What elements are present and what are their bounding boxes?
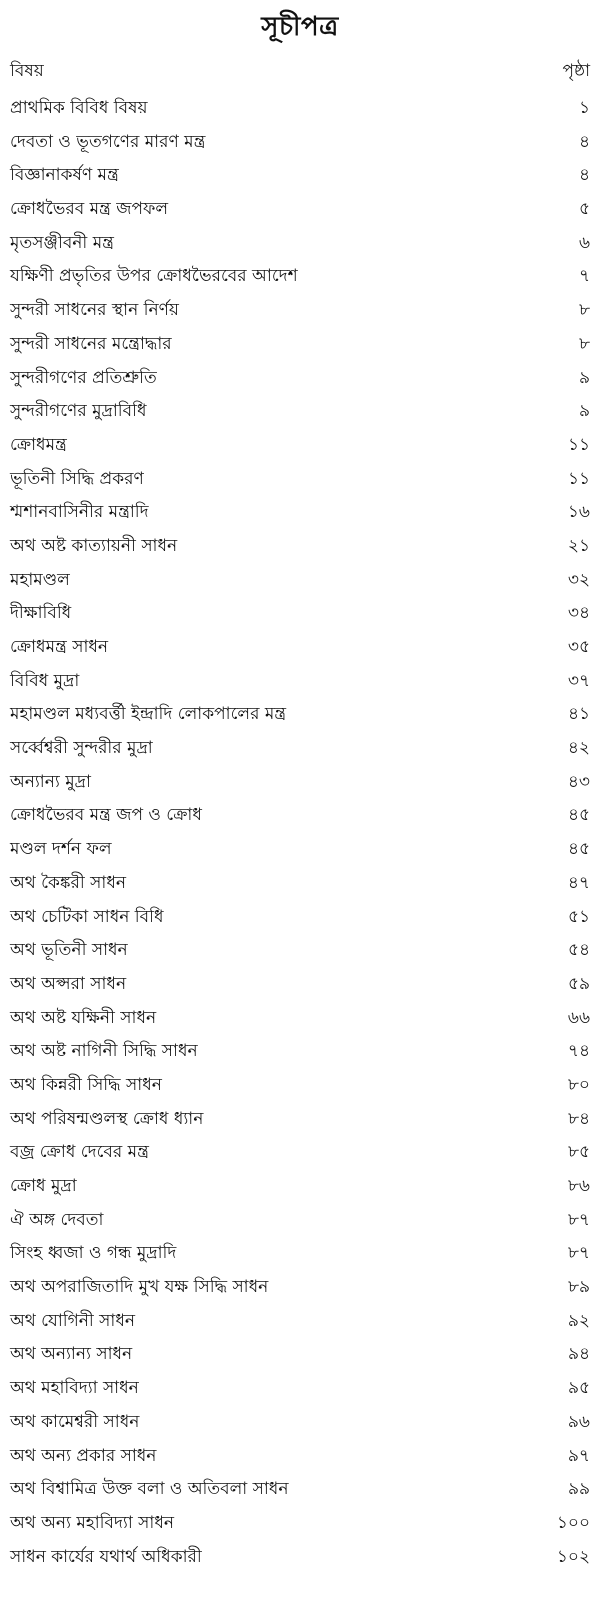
toc-entry (10, 1507, 590, 1541)
toc-entry-page-number: ৮৫ (567, 1142, 590, 1163)
toc-entry (10, 564, 590, 598)
toc-entry (10, 665, 590, 699)
toc-entry-page-number: ৫১ (567, 906, 590, 927)
toc-entry-title: অথ ভূতিনী সাধন (10, 940, 128, 961)
toc-entry-title: অথ যোগিনী সাধন (10, 1310, 136, 1331)
toc-entry (10, 159, 590, 193)
toc-entry (10, 1103, 590, 1137)
toc-entry-page-number: ৮ (578, 333, 590, 354)
toc-entry-title: মহামণ্ডল মধ্যবর্ত্তী ইন্দ্রাদি লোকপালের মন্ত্র (10, 704, 287, 725)
toc-entry-page-number: ৯ (578, 401, 590, 422)
toc-entry-title: অথ অন্যান্য সাধন (10, 1344, 133, 1365)
toc-entry-page-number: ৮৬ (567, 1176, 590, 1196)
toc-entry-page-number: ৪ (578, 131, 590, 152)
toc-entry-title: অথ মহাবিদ্যা সাধন (10, 1378, 139, 1399)
toc-entry-title: অথ অষ্ট নাগিনী সিদ্ধি সাধন (10, 1041, 198, 1062)
toc-entry-page-number: ৪৩ (567, 771, 590, 792)
toc-entry (10, 934, 590, 968)
toc-entry-title: ঐ অঙ্গ দেবতা (10, 1209, 104, 1230)
toc-entry-title: অথ অষ্ট যক্ষিনী সাধন (10, 1007, 157, 1028)
toc-entry (10, 294, 590, 328)
toc-entry-title: প্রাথমিক বিবিধ বিষয় (10, 98, 148, 118)
toc-entry-page-number: ৩৪ (567, 603, 590, 624)
toc-entry-page-number: ৮০ (567, 1074, 590, 1095)
toc-entry (10, 1372, 590, 1406)
toc-entry-page-number: ৪৫ (567, 839, 590, 860)
toc-entry-page-number: ১৬ (567, 502, 590, 523)
toc-entry-title: দীক্ষাবিধি (10, 603, 72, 624)
toc-entry-title: সর্ব্বেশ্বরী সুন্দরীর মুদ্রা (10, 738, 153, 759)
toc-header (10, 58, 590, 88)
toc-entry (10, 395, 590, 429)
toc-entry-page-number: ৪১ (567, 704, 590, 725)
toc-entry (10, 1305, 590, 1339)
subject-column-heading: বিষয় (10, 61, 44, 81)
toc-entry-title: অথ অষ্ট কাত্যায়নী সাধন (10, 535, 178, 556)
toc-entry (10, 1002, 590, 1036)
toc-entry-page-number: ১০০ (556, 1512, 590, 1533)
toc-entry (10, 766, 590, 800)
toc-entry-title: অথ কামেশ্বরী সাধন (10, 1411, 140, 1432)
toc-entry (10, 1440, 590, 1474)
toc-entry (10, 698, 590, 732)
toc-entry (10, 631, 590, 665)
toc-entry-page-number: ৯ (578, 367, 590, 388)
toc-entry-title: অথ পরিষন্মণ্ডলস্থ ক্রোধ ধ্যান (10, 1108, 204, 1129)
toc-entry-page-number: ৬৬ (567, 1007, 590, 1028)
toc-entry-page-number: ৫ (578, 199, 590, 220)
toc-entry-title: সুন্দরী সাধনের মন্ত্রোদ্ধার (10, 333, 172, 354)
page-column-heading: পৃষ্ঠা (562, 61, 590, 81)
toc-entry-title: অথ বিশ্বামিত্র উক্ত বলা ও অতিবলা সাধন (10, 1479, 289, 1500)
toc-entry-page-number: ২১ (567, 535, 590, 556)
toc-entry-page-number: ৪২ (567, 738, 590, 759)
toc-entry-page-number: ৩৭ (567, 670, 590, 691)
toc-entry (10, 1473, 590, 1507)
toc-entry-title: সিংহ ধ্বজা ও গন্ধ মুদ্রাদি (10, 1243, 177, 1264)
toc-entry (10, 597, 590, 631)
toc-entry (10, 901, 590, 935)
toc-entry-page-number: ১১ (567, 434, 590, 455)
toc-entry-title: বজ্র ক্রোধ দেবের মন্ত্র (10, 1142, 149, 1163)
toc-entry-page-number: ৯৫ (567, 1378, 590, 1399)
toc-entry (10, 1237, 590, 1271)
toc-entry (10, 1204, 590, 1238)
toc-entry (10, 530, 590, 564)
toc-entry-page-number: ৯৪ (567, 1344, 590, 1365)
toc-entry-title: ক্রোধমন্ত্র সাধন (10, 637, 109, 657)
toc-entry (10, 833, 590, 867)
toc-entry-page-number: ৮৯ (567, 1277, 590, 1298)
toc-entry (10, 1035, 590, 1069)
toc-entry (10, 260, 590, 294)
toc-entry-page-number: ১ (578, 98, 590, 118)
toc-entry-page-number: ৯৬ (567, 1411, 590, 1432)
toc-entry-title: দেবতা ও ভূতগণের মারণ মন্ত্র (10, 131, 206, 152)
toc-entry-title: সুন্দরীগণের মুদ্রাবিধি (10, 401, 147, 422)
toc-entry-title: যক্ষিণী প্রভৃতির উপর ক্রোধভৈরবের আদেশ (10, 266, 298, 287)
toc-entry-page-number: ৯৭ (567, 1445, 590, 1466)
toc-entry-title: সুন্দরী সাধনের স্থান নির্ণয় (10, 300, 179, 321)
toc-entry-page-number: ৩২ (567, 569, 590, 590)
toc-entry-title: মণ্ডল দর্শন ফল (10, 839, 112, 860)
toc-entry-page-number: ৭৪ (567, 1041, 590, 1062)
toc-entry-title: অথ অন্য মহাবিদ্যা সাধন (10, 1512, 174, 1533)
toc-entry (10, 1541, 590, 1575)
toc-entry (10, 968, 590, 1002)
toc-entry (10, 1338, 590, 1372)
toc-entry (10, 92, 590, 126)
page-title: সূচীপত্র (261, 12, 339, 42)
toc-entry-title: ক্রোধ মুদ্রা (10, 1176, 77, 1196)
toc-entry (10, 1136, 590, 1170)
toc-entry-page-number: ৯৯ (567, 1479, 590, 1500)
toc-entry (10, 1069, 590, 1103)
toc-entry-title: মৃতসঞ্জীবনী মন্ত্র (10, 232, 114, 253)
toc-entry-title: ক্রোধভৈরব মন্ত্র জপফল (10, 199, 169, 220)
toc-entry-page-number: ৮ (578, 300, 590, 321)
toc-entry (10, 732, 590, 766)
toc-entry-title: সুন্দরীগণের প্রতিশ্রুতি (10, 367, 157, 388)
toc-entry-page-number: ৬ (578, 232, 590, 253)
toc-entry-page-number: ১০২ (556, 1546, 590, 1567)
toc-entry (10, 1170, 590, 1204)
toc-entry-page-number: ৯২ (567, 1310, 590, 1331)
toc-entry-page-number: ৫৯ (567, 973, 590, 994)
toc-entry (10, 463, 590, 497)
toc-entry-page-number: ৮৭ (567, 1243, 590, 1264)
toc-entry-title: বিবিধ মুদ্রা (10, 670, 80, 691)
toc-entry-page-number: ৮৭ (567, 1209, 590, 1230)
toc-entry (10, 1271, 590, 1305)
toc-entry-title: অন্যান্য মুদ্রা (10, 771, 91, 792)
toc-entry-title: অথ অপরাজিতাদি মুখ যক্ষ সিদ্ধি সাধন (10, 1277, 269, 1298)
toc-entry-page-number: ৩৫ (567, 637, 590, 657)
toc-entry (10, 362, 590, 396)
toc-entry (10, 1406, 590, 1440)
toc-entry-page-number: ৪৭ (567, 872, 590, 893)
toc-entry-title: ক্রোধভৈরব মন্ত্র জপ ও ক্রোধ (10, 805, 202, 826)
toc-entry-page-number: ৮৪ (567, 1108, 590, 1129)
toc-entry-title: শ্মশানবাসিনীর মন্ত্রাদি (10, 502, 149, 523)
toc-entry (10, 227, 590, 261)
toc-entry-title: অথ চেটিকা সাধন বিধি (10, 906, 164, 927)
toc-entry (10, 496, 590, 530)
table-of-contents (10, 92, 590, 1574)
toc-entry-title: অথ অন্য প্রকার সাধন (10, 1445, 157, 1466)
toc-entry-title: সাধন কার্যের যথার্থ অধিকারী (10, 1546, 202, 1567)
toc-entry (10, 799, 590, 833)
toc-entry-page-number: ৫৪ (567, 940, 590, 961)
toc-entry (10, 429, 590, 463)
toc-entry-title: অথ অপ্সরা সাধন (10, 973, 127, 994)
toc-entry-page-number: ৪ (578, 165, 590, 186)
toc-entry-title: ভূতিনী সিদ্ধি প্রকরণ (10, 468, 144, 489)
toc-entry-page-number: ৭ (578, 266, 590, 287)
toc-entry (10, 126, 590, 160)
toc-entry-title: অথ কিন্নরী সিদ্ধি সাধন (10, 1074, 162, 1095)
toc-entry-page-number: ৪৫ (567, 805, 590, 826)
toc-entry (10, 867, 590, 901)
toc-entry-title: ক্রোধমন্ত্র (10, 434, 67, 455)
toc-entry (10, 193, 590, 227)
toc-entry-title: অথ কৈঙ্করী সাধন (10, 872, 126, 893)
toc-entry-page-number: ১১ (567, 468, 590, 489)
toc-entry (10, 328, 590, 362)
toc-entry-title: বিজ্ঞানাকর্ষণ মন্ত্র (10, 165, 119, 186)
toc-entry-title: মহামণ্ডল (10, 569, 70, 590)
